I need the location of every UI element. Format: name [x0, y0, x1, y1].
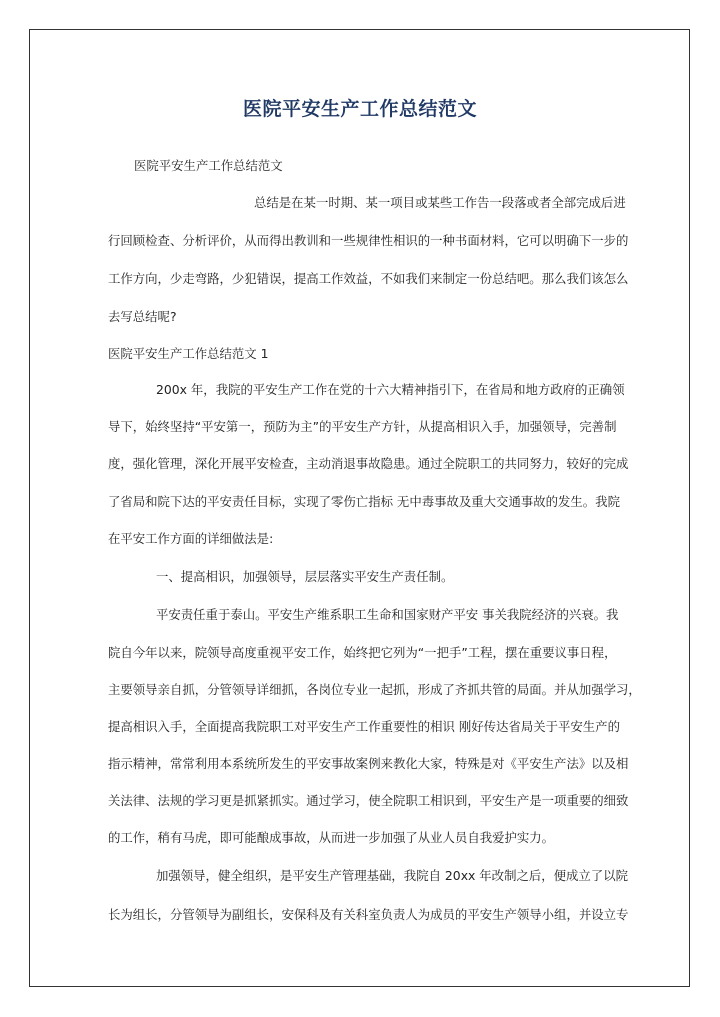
- text-line: 总结是在某一时期、某一项目或某些工作告一段落或者全部完成后进: [254, 195, 626, 210]
- text-line: 院自今年以来，院领导高度重视平安工作，始终把它列为“一把手”工程，摆在重要议事日程，: [108, 645, 617, 660]
- text-line: 指示精神，常常利用本系统所发生的平安事故案例来教化大家，特殊是对《平安生产法》以及相: [108, 756, 629, 771]
- text-line: 医院平安生产工作总结范文: [134, 158, 283, 173]
- text-line: 的工作，稍有马虎，即可能酿成事故，从而进一步加强了从业人员自我爱护实力。: [108, 830, 555, 845]
- text-line: 一、提高相识，加强领导，层层落实平安生产责任制。: [156, 569, 454, 584]
- text-line: 主要领导亲自抓，分管领导详细抓，各岗位专业一起抓，形成了齐抓共管的局面。并从加强学习，: [108, 682, 641, 697]
- text-line: 医院平安生产工作总结范文 1: [108, 346, 269, 361]
- text-line: 度，强化管理，深化开展平安检查，主动消退事故隐患。通过全院职工的共同努力，较好的完成: [108, 456, 629, 471]
- text-line: 在平安工作方面的详细做法是:: [108, 531, 274, 546]
- text-line: 提高相识入手，全面提高我院职工对平安生产工作重要性的相识 刚好传达省局关于平安生产的: [108, 719, 620, 734]
- text-line: 导下，始终坚持“平安第一，预防为主”的平安生产方针，从提高相识入手，加强领导，完善制: [108, 419, 617, 434]
- text-line: 长为组长，分管领导为副组长，安保科及有关科室负责人为成员的平安生产领导小组，并设立专: [108, 907, 629, 922]
- text-line: 200x 年，我院的平安生产工作在党的十六大精神指引下，在省局和地方政府的正确领: [156, 382, 625, 397]
- text-line: 了省局和院下达的平安责任目标，实现了零伤亡指标 无中毒事故及重大交通事故的发生。我院: [108, 494, 620, 509]
- text-line: 行回顾检查、分析评价，从而得出教训和一些规律性相识的一种书面材料，它可以明确下一步的: [108, 233, 629, 248]
- text-line: 平安责任重于泰山。平安生产维系职工生命和国家财产平安 事关我院经济的兴衰。我: [156, 607, 619, 622]
- document-title: 医院平安生产工作总结范文: [242, 98, 477, 120]
- text-line: 加强领导，健全组织，是平安生产管理基础，我院自 20xx 年改制之后，便成立了以院: [156, 868, 628, 883]
- text-line: 去写总结呢?: [108, 309, 177, 324]
- text-line: 关法律、法规的学习更是抓紧抓实。通过学习，使全院职工相识到，平安生产是一项重要的细致: [108, 793, 629, 808]
- text-line: 工作方向，少走弯路，少犯错误，提高工作效益，不如我们来制定一份总结吧。那么我们该怎么: [108, 271, 629, 286]
